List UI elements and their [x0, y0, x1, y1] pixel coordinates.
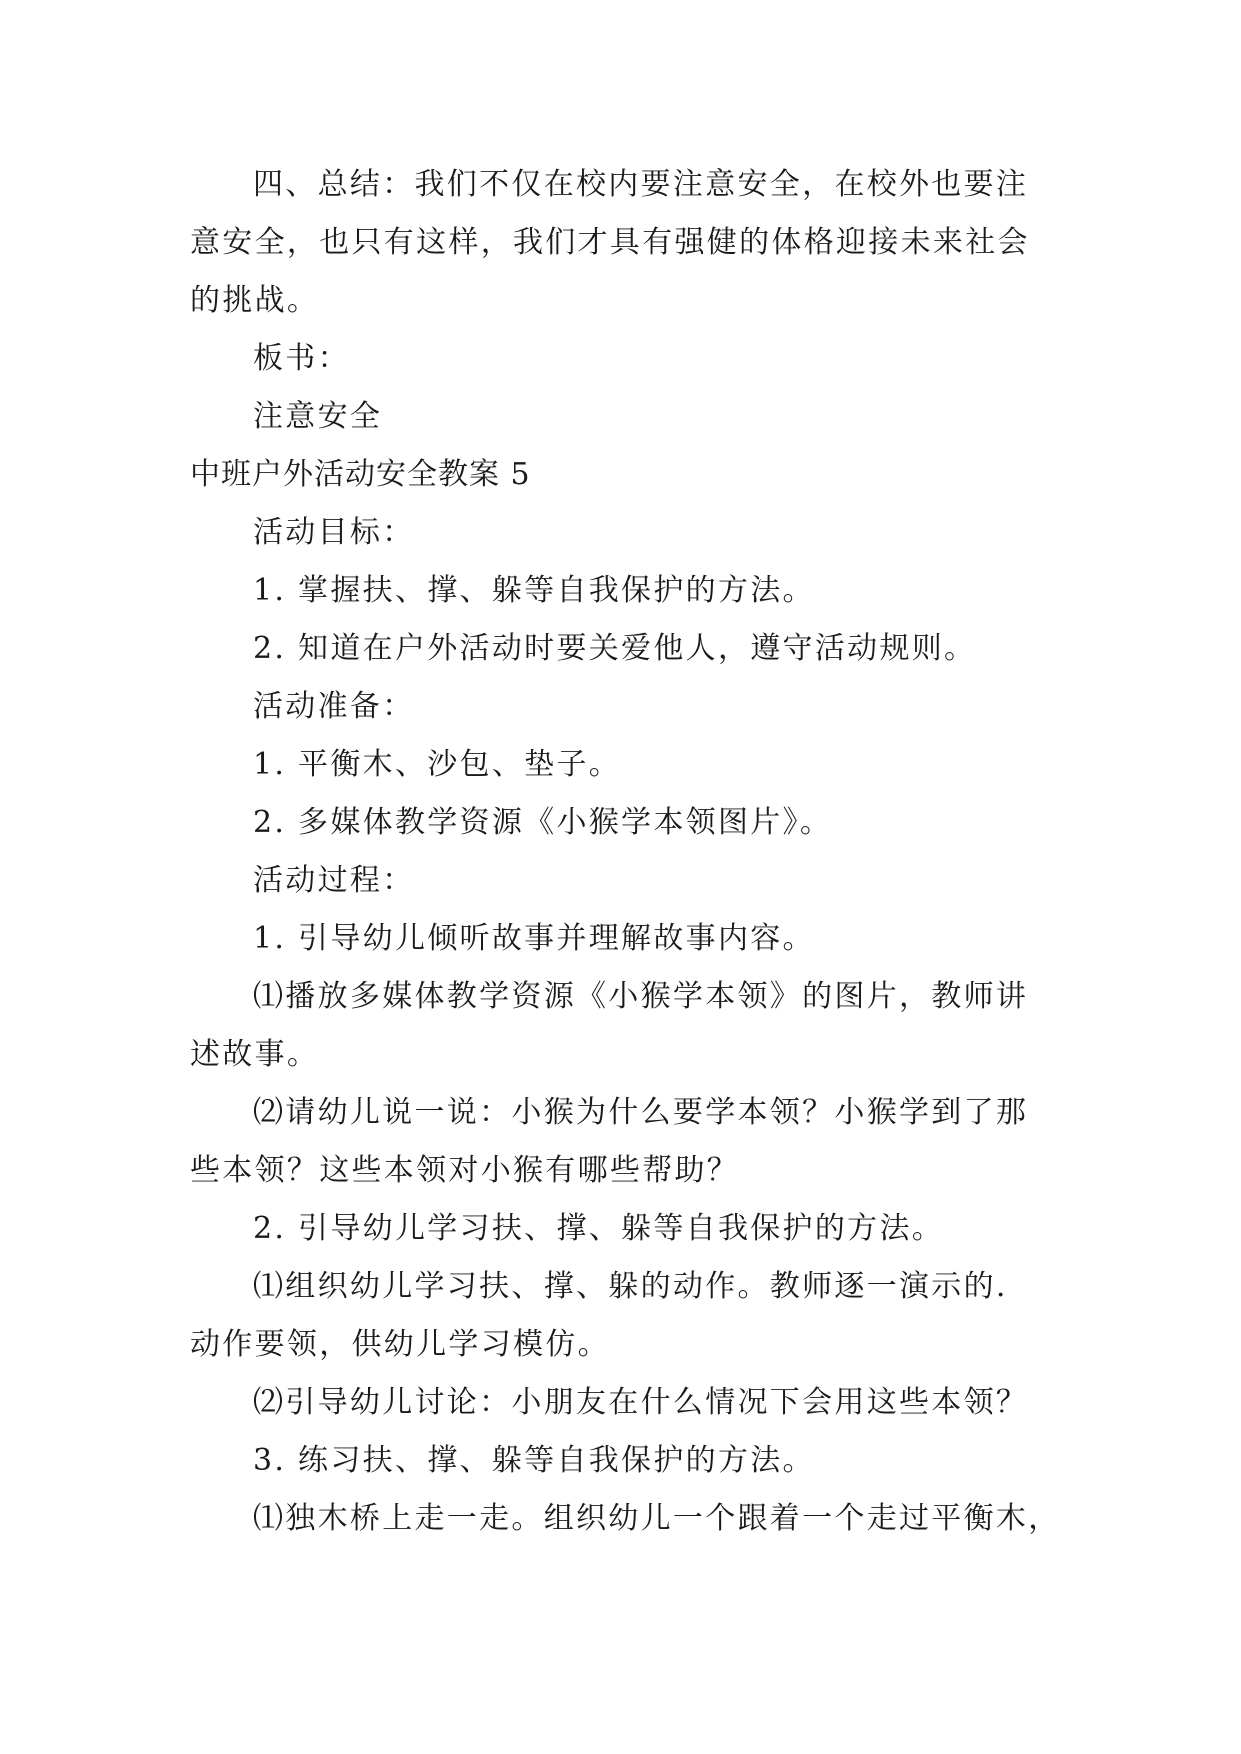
process-step-2-sub-2: ⑵引导幼儿讨论：小朋友在什么情况下会用这些本领？ [253, 1385, 1029, 1420]
preparation-item-1: 1. 平衡木、沙包、垫子。 [253, 747, 622, 782]
process-step-2-sub-1-line-1: ⑴组织幼儿学习扶、撑、躲的动作。教师逐一演示的. [253, 1269, 1008, 1304]
process-heading: 活动过程： [253, 863, 415, 898]
process-step-3-sub-1-line-1: ⑴独木桥上走一走。组织幼儿一个跟着一个走过平衡木， [253, 1501, 1061, 1536]
process-step-1-sub-1-line-1: ⑴播放多媒体教学资源《小猴学本领》的图片，教师讲 [253, 979, 1029, 1014]
process-step-1-sub-2-line-1: ⑵请幼儿说一说：小猴为什么要学本领？小猴学到了那 [253, 1095, 1029, 1130]
summary-paragraph-line-2: 意安全，也只有这样，我们才具有强健的体格迎接未来社会 [190, 225, 1030, 260]
process-step-3: 3. 练习扶、撑、躲等自我保护的方法。 [253, 1443, 815, 1478]
preparation-heading: 活动准备： [253, 689, 415, 724]
process-step-1-sub-1-line-2: 述故事。 [190, 1037, 320, 1072]
process-step-2: 2. 引导幼儿学习扶、撑、躲等自我保护的方法。 [253, 1211, 945, 1246]
summary-paragraph-line-3: 的挑战。 [190, 283, 320, 318]
blackboard-label: 板书： [253, 341, 350, 376]
process-step-1-sub-2-line-2: 些本领？这些本领对小猴有哪些帮助？ [190, 1153, 740, 1188]
preparation-item-2: 2. 多媒体教学资源《小猴学本领图片》。 [253, 805, 833, 840]
section-title: 中班户外活动安全教案 5 [190, 457, 531, 492]
process-step-2-sub-1-line-2: 动作要领，供幼儿学习模仿。 [190, 1327, 610, 1362]
goal-item-2: 2. 知道在户外活动时要关爱他人，遵守活动规则。 [253, 631, 977, 666]
process-step-1: 1. 引导幼儿倾听故事并理解故事内容。 [253, 921, 815, 956]
blackboard-content: 注意安全 [253, 399, 383, 434]
goal-item-1: 1. 掌握扶、撑、躲等自我保护的方法。 [253, 573, 815, 608]
goals-heading: 活动目标： [253, 515, 415, 550]
summary-paragraph-line-1: 四、总结：我们不仅在校内要注意安全，在校外也要注 [253, 167, 1029, 202]
